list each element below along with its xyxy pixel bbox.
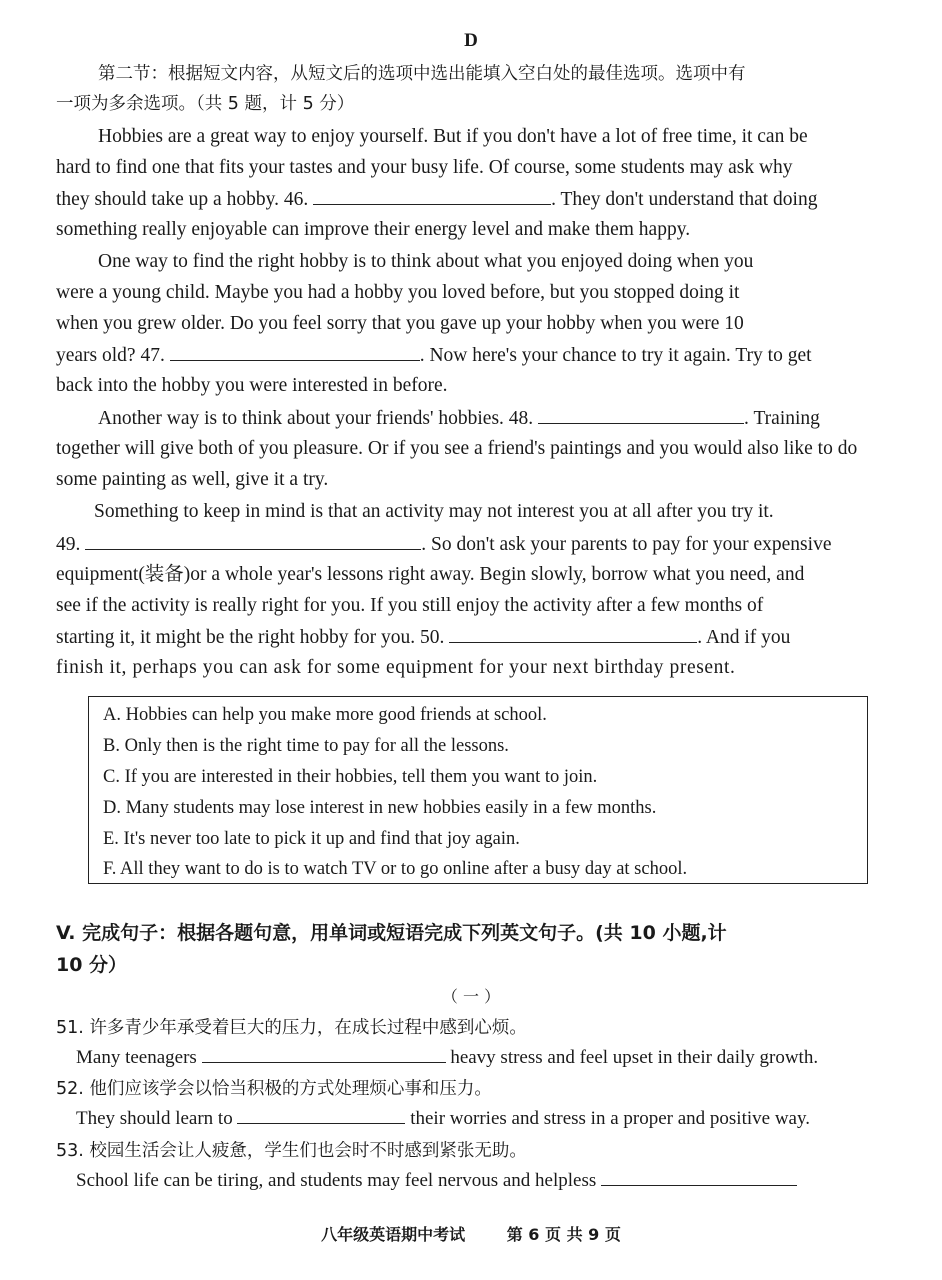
section-5-heading-line-1: V. 完成句子：根据各题句意，用单词或短语完成下列英文句子。(共 10 小题,计 (56, 922, 727, 944)
instructions-line-2: 一项为多余选项。（共 5 题，计 5 分） (56, 94, 355, 114)
question-51-prompt: 51. 许多青少年承受着巨大的压力，在成长过程中感到心烦。 (56, 1018, 527, 1038)
passage-p4-line-2 (56, 530, 888, 559)
subsection-label: （ 一 ） (441, 987, 501, 1006)
passage-text: . Training (744, 408, 820, 429)
question-53-sentence (76, 1166, 797, 1192)
answer-blank-52[interactable] (237, 1104, 405, 1124)
sentence-text: School life can be tiring, and students may feel nervous and helpless (76, 1170, 597, 1191)
passage-text: years old? 47. (56, 345, 165, 366)
answer-blank-50[interactable] (449, 623, 697, 643)
question-52-sentence (76, 1104, 810, 1130)
passage-text: . And if you (697, 627, 791, 648)
passage-p4-line-4: see if the activity is really right for you. If you still enjoy the activity after a few months of (56, 595, 764, 616)
passage-text: . So don't ask your parents to pay for your expensive (421, 534, 832, 555)
passage-p1-line-3 (56, 185, 888, 214)
sentence-text: They should learn to (76, 1108, 233, 1129)
answer-blank-53[interactable] (601, 1166, 797, 1186)
passage-p3-line-3: some painting as well, give it a try. (56, 469, 329, 490)
passage-p3-line-2: together will give both of you pleasure. Or if you see a friend's paintings and you would also like to do (56, 438, 858, 459)
section-letter: D (464, 30, 478, 51)
passage-p4-line-6: finish it, perhaps you can ask for some equipment for your next birthday present. (56, 657, 736, 678)
option-d: D. Many students may lose interest in new hobbies easily in a few months. (103, 798, 657, 818)
option-f: F. All they want to do is to watch TV or to go online after a busy day at school. (103, 859, 688, 879)
answer-blank-48[interactable] (538, 404, 744, 424)
passage-text: 49. (56, 534, 81, 555)
section-5-heading-line-2: 10 分） (56, 954, 128, 976)
passage-p4-line-1: Something to keep in mind is that an activity may not interest you at all after you try it. (94, 501, 774, 522)
passage-text: Another way is to think about your friends' hobbies. 48. (98, 408, 534, 429)
passage-text: they should take up a hobby. 46. (56, 189, 309, 210)
passage-p4-line-5 (56, 623, 888, 652)
passage-text: . They don't understand that doing (551, 189, 818, 210)
answer-blank-46[interactable] (313, 185, 551, 205)
sentence-text: heavy stress and feel upset in their daily growth. (450, 1047, 819, 1068)
passage-p1-line-1: Hobbies are a great way to enjoy yourself. But if you don't have a lot of free time, it can be (98, 126, 808, 147)
option-a: A. Hobbies can help you make more good friends at school. (103, 705, 547, 725)
question-51-sentence (76, 1043, 818, 1069)
passage-text: starting it, it might be the right hobby for you. 50. (56, 627, 445, 648)
passage-p2-line-4 (56, 341, 888, 370)
question-52-prompt: 52. 他们应该学会以恰当积极的方式处理烦心事和压力。 (56, 1079, 492, 1099)
passage-p2-line-5: back into the hobby you were interested in before. (56, 375, 448, 396)
answer-blank-51[interactable] (202, 1043, 446, 1063)
instructions-line-1: 第二节：根据短文内容，从短文后的选项中选出能填入空白处的最佳选项。选项中有 (98, 64, 746, 84)
passage-p2-line-2: were a young child. Maybe you had a hobby you loved before, but you stopped doing it (56, 282, 740, 303)
options-box (88, 696, 868, 884)
page-number: 第 6 页 共 9 页 (506, 1225, 621, 1244)
passage-p3-line-1 (98, 404, 930, 433)
passage-p4-line-3: equipment(装备)or a whole year's lessons right away. Begin slowly, borrow what you need, and (56, 564, 805, 585)
page-footer (0, 1222, 942, 1245)
passage-p2-line-3: when you grew older. Do you feel sorry that you gave up your hobby when you were 10 (56, 313, 744, 334)
question-53-prompt: 53. 校园生活会让人疲惫，学生们也会时不时感到紧张无助。 (56, 1141, 527, 1161)
passage-p1-line-2: hard to find one that fits your tastes and your busy life. Of course, some students may ask why (56, 157, 793, 178)
option-c: C. If you are interested in their hobbies, tell them you want to join. (103, 767, 598, 787)
passage-p1-line-4: something really enjoyable can improve their energy level and make them happy. (56, 219, 691, 240)
option-b: B. Only then is the right time to pay for all the lessons. (103, 736, 509, 756)
option-e: E. It's never too late to pick it up and find that joy again. (103, 829, 520, 849)
passage-text: . Now here's your chance to try it again. Try to get (419, 345, 812, 366)
answer-blank-49[interactable] (85, 530, 421, 550)
passage-p2-line-1: One way to find the right hobby is to think about what you enjoyed doing when you (98, 251, 754, 272)
sentence-text: their worries and stress in a proper and positive way. (410, 1108, 810, 1129)
answer-blank-47[interactable] (170, 341, 420, 361)
sentence-text: Many teenagers (76, 1047, 197, 1068)
exam-title: 八年级英语期中考试 (321, 1225, 466, 1244)
